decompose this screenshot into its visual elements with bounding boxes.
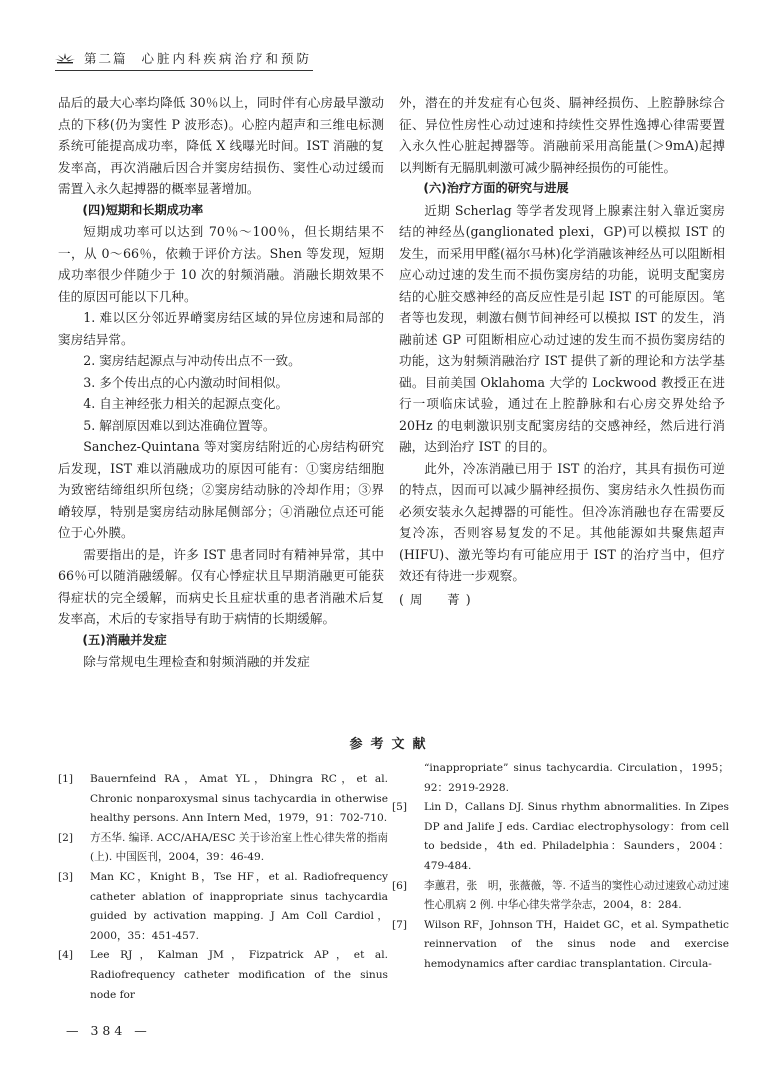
reference-text: Bauernfeind RA，Amat YL，Dhingra RC，et al. Chronic nonparoxysmal sinus tachycardia in otherwise healthy persons. Ann Intern Med，1979，91：702-710. — [90, 773, 388, 825]
reference-number: [3] — [58, 870, 74, 883]
paragraph: Sanchez-Quintana 等对窦房结附近的心房结构研究后发现，IST 难以消融成功的原因可能有：①窦房结细胞为致密结缔组织所包绕；②窦房结动脉的冷却作用；③界嵴较厚，特别是窦房结动脉尾侧部分；④消融位点还可能位于心外膜。 — [58, 439, 384, 540]
list-item: 2. 窦房结起源点与冲动传出点不一致。 — [83, 353, 301, 368]
reference-number: [6] — [392, 879, 408, 892]
reference-number: [1] — [58, 773, 74, 785]
paragraph: 短期成功率可以达到 70％～100％，但长期结果不一，从 0～66％，依赖于评价方法。Shen 等发现，短期成功率很少伴随少于 10 次的射频消融。消融长期效果不佳的原因可能以下几种。 — [58, 224, 384, 304]
right-column — [399, 92, 725, 610]
reference-number: [5] — [392, 801, 408, 814]
section-heading: (五)消融并发症 — [82, 632, 167, 647]
reference-text: Lin D，Callans DJ. Sinus rhythm abnormalities. In Zipes DP and Jalife J eds. Cardiac electrophysology：from cell to bedside，4th ed. Philadelphia：Saunders，2004：479-484. — [424, 801, 729, 872]
reference-item — [392, 798, 729, 876]
list-item: 4. 自主神经张力相关的起源点变化。 — [83, 396, 289, 411]
reference-number: [7] — [392, 918, 408, 931]
references-left — [58, 770, 388, 1005]
reference-item — [58, 770, 388, 829]
reference-item — [58, 829, 388, 868]
reference-number: [4] — [58, 949, 74, 962]
paragraph: 外，潜在的并发症有心包炎、膈神经损伤、上腔静脉综合征、异位性房性心动过速和持续性交界性逸搏心律需要置入永久性心脏起搏器等。消融前采用高能量(＞9mA)起搏以判断有无膈肌刺激可减少膈神经损伤的可能性。 — [399, 95, 725, 175]
part-label: 第二篇 — [84, 51, 128, 66]
paragraph: 近期 Scherlag 等学者发现肾上腺素注射入靠近窦房结的神经丛(ganglionated plexi，GP)可以模拟 IST 的发生，而采用甲醛(福尔马林)化学消融该神经丛可以阻断相应心动过速的发生而不损伤窦房结的功能，说明支配窦房结的心脏交感神经的高反应性是引起 IST 的可能原因。笔者等也发现，刺激右侧节间神经可以模拟 IST 的发生，消融前述 GP 可阻断相应心动过速的发生而不损伤窦房结的功能，这为射频消融治疗 IST 提供了新的理论和方法学基础。目前美国 Oklahoma 大学的 Lockwood 教授正在进行一项临床试验，通过在上腔静脉和右心房交界处给予 20Hz 的电刺激识别支配窦房结的交感神经，然后进行消融，达到治疗 IST 的目的。 — [399, 202, 725, 454]
reference-text: Wilson RF，Johnson TH，Haidet GC，et al. Sympathetic reinnervation of the sinus node and exercise hemodynamics after cardiac transplantation. Circula- — [424, 918, 729, 970]
references-title: 参考文献 — [349, 737, 434, 752]
reference-item — [392, 916, 729, 975]
chapter-title: 心脏内科疾病治疗和预防 — [141, 51, 313, 66]
reference-text: Man KC，Knight B，Tse HF，et al. Radiofrequency catheter ablation of inappropriate sinus tachycardia guided by activation mapping. J Am Coll Cardiol，2000，35：451-457. — [90, 870, 388, 942]
lotus-ornament-icon — [55, 52, 75, 64]
page-number: — 384 — — [66, 1023, 151, 1038]
reference-text: 李蕙君，张 明，张薇薇，等. 不适当的窦性心动过速致心动过速性心肌病 2 例. 中华心律失常学杂志，2004，8：284. — [424, 879, 729, 912]
reference-item — [392, 877, 729, 916]
references-right — [392, 759, 729, 975]
reference-number: [2] — [58, 831, 74, 844]
paragraph: 除与常规电生理检查和射频消融的并发症 — [83, 654, 310, 669]
section-heading: (六)治疗方面的研究与进展 — [423, 181, 569, 195]
section-heading: (四)短期和长期成功率 — [82, 202, 204, 217]
list-item: 3. 多个传出点的心内激动时间相似。 — [83, 374, 289, 390]
list-item: 5. 解剖原因难以到达准确位置等。 — [83, 417, 276, 433]
left-column — [58, 92, 384, 673]
author-signature: (周 菁) — [399, 591, 477, 607]
list-item: 1. 难以区分邻近界嵴窦房结区域的异位房速和局部的窦房结异常。 — [58, 310, 384, 347]
reference-item — [58, 868, 388, 946]
reference-continuation: “inappropriate” sinus tachycardia. Circulation，1995；92：2919-2928. — [424, 762, 729, 794]
reference-item — [58, 946, 388, 1005]
reference-text: 方丕华. 编译. ACC/AHA/ESC 关于诊治室上性心律失常的指南(上). 中国医刊，2004，39：46-49. — [90, 831, 388, 864]
reference-text: Lee RJ，Kalman JM，Fizpatrick AP，et al. Radiofrequency catheter modification of the sinus node for — [90, 949, 388, 1001]
paragraph: 需要指出的是，许多 IST 患者同时有精神异常，其中 66％可以随消融缓解。仅有心悸症状且早期消融更可能获得症状的完全缓解，而病史长且症状重的患者消融术后复发率高，术后的专家指导有助于病情的长期缓解。 — [58, 546, 384, 626]
paragraph: 品后的最大心率均降低 30％以上，同时伴有心房最早激动点的下移(仍为窦性 P 波形态)。心腔内超声和三维电标测系统可能提高成功率，降低 X 线曝光时间。IST 消融的复发率高，再次消融后因合并窦房结损伤、窦性心动过缓而需置入永久起搏器的概率显著增加。 — [58, 95, 384, 196]
paragraph: 此外，冷冻消融已用于 IST 的治疗，其具有损伤可逆的特点，因而可以减少膈神经损伤、窦房结永久性损伤而必须安装永久起搏器的可能性。但冷冻消融也存在需要反复冷冻，否则容易复发的不足。其他能源如共聚焦超声(HIFU)、激光等均有可能应用于 IST 的治疗当中，但疗效还有待进一步观察。 — [399, 460, 725, 583]
running-header — [55, 46, 313, 71]
